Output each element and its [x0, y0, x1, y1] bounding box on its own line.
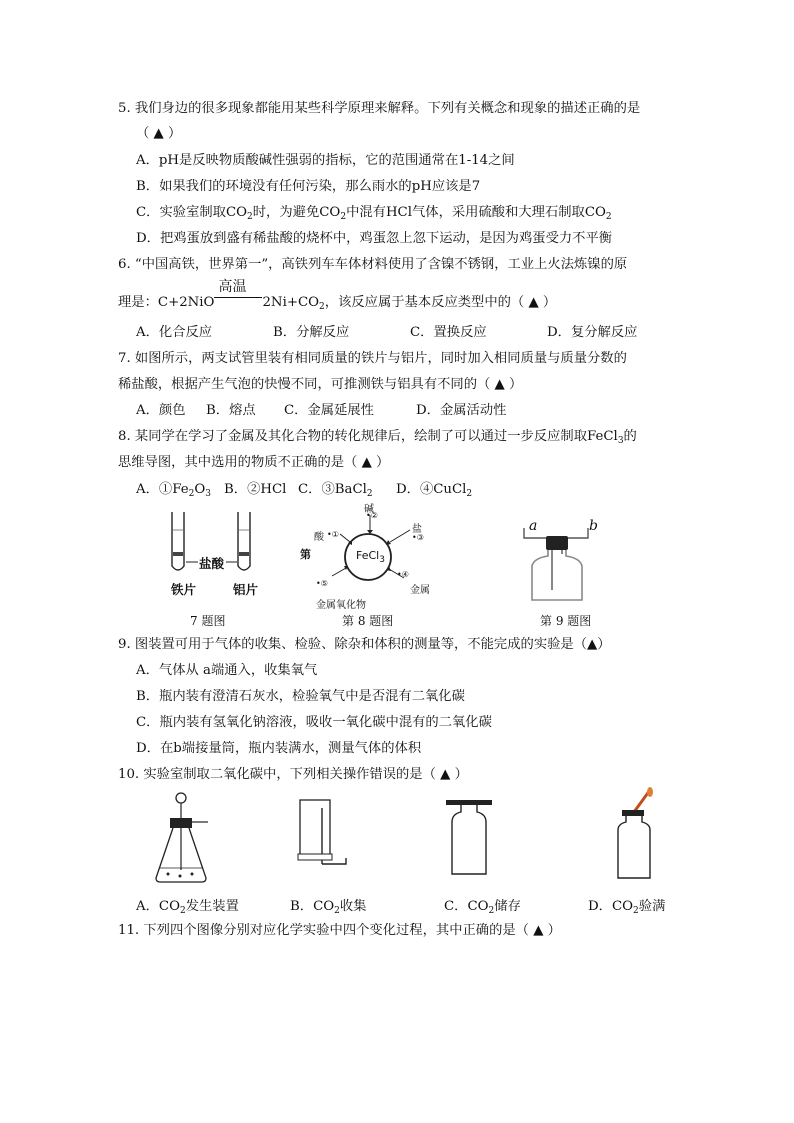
q9-option-c: C．瓶内装有氢氧化钠溶液，吸收一氧化碳中混有的二氧化碳	[136, 715, 492, 730]
q9-stem: 9. 图装置可用于气体的收集、检验、除杂和体积的测量等，不能完成的实验是（▲）	[118, 637, 611, 652]
fig7-label-acid: 盐酸	[199, 556, 225, 571]
fig8-metal-oxide: 金属氧化物	[316, 600, 366, 611]
fig9-caption: 第 9 题图	[540, 614, 592, 628]
q6-equation: 理是：C+2NiO 高温 $2Ni+CO_2$，该反应属于基本反应类型中的（ ▲ ）	[118, 279, 557, 312]
fig7-label-iron: 铁片	[171, 582, 197, 597]
fig8-num-5: •⑤	[316, 579, 328, 588]
q5-option-c: C．实验室制取$CO_2$时，为避免$CO_2$中混有HCl气体，采用硫酸和大理石制取$CO_2$	[136, 205, 612, 222]
q5-option-b: B．如果我们的环境没有任何污染，那么雨水的pH应该是7	[136, 179, 481, 194]
fig8-num-2: •②	[366, 511, 378, 520]
q10-figure-d-test-full	[612, 786, 662, 886]
fig8-center: FeCl$_3$	[356, 549, 385, 565]
fig9-port-a: a	[529, 518, 538, 534]
q9-option-d: D．在b端接量筒，瓶内装满水，测量气体的体积	[136, 741, 422, 756]
q8-stem: 8. 某同学在学习了金属及其化合物的转化规律后，绘制了可以通过一步反应制取FeCl$_3$的	[118, 429, 637, 446]
q7-options: A．颜色 B．熔点 C．金属延展性 D．金属活动性	[136, 403, 507, 418]
fig8-base: 碱	[364, 504, 374, 515]
q10-figure-c-storage	[444, 798, 494, 878]
fig8-salt: 盐	[412, 524, 422, 535]
fig7-label-aluminum: 铝片	[233, 582, 259, 597]
q5-blank: （ ▲ ）	[136, 126, 182, 141]
q8-stem-2: 思维导图，其中选用的物质不正确的是（ ▲ ）	[118, 455, 390, 470]
fig8-acid: 酸	[314, 532, 324, 543]
q5-option-a: A．pH是反映物质酸碱性强弱的指标，它的范围通常在1-14之间	[136, 153, 515, 168]
fig8-caption: 第 8 题图	[342, 614, 394, 628]
q6-stem: 6. “中国高铁，世界第一”，高铁列车车体材料使用了含镍不锈钢，工业上火法炼镍的原	[118, 257, 628, 272]
q7-stem: 7. 如图所示，两支试管里装有相同质量的铁片与铝片，同时加入相同质量与质量分数的	[118, 351, 627, 366]
q5-option-d: D．把鸡蛋放到盛有稀盐酸的烧杯中，鸡蛋忽上忽下运动，是因为鸡蛋受力不平衡	[136, 231, 613, 246]
fig8-num-3: •③	[412, 533, 424, 542]
fig8-di: 第	[300, 548, 311, 561]
q7-stem-2: 稀盐酸，根据产生气泡的快慢不同，可推测铁与铝具有不同的（ ▲ ）	[118, 377, 523, 392]
q9-option-a: A．气体从 a端通入，收集氧气	[136, 663, 318, 678]
q11-stem: 11. 下列四个图像分别对应化学实验中四个变化过程，其中正确的是（ ▲ ）	[118, 923, 561, 938]
q10-caption-d: D．$CO_2$验满	[588, 899, 666, 916]
q8-options: A．$①Fe_2O_3$ B．②HCl C．③BaCl$_2$ D．④CuCl$_2$	[136, 482, 473, 499]
reaction-arrow-line	[214, 297, 262, 298]
q10-figure-b-collection	[292, 798, 352, 878]
q5-stem: 5. 我们身边的很多现象都能用某些科学原理来解释。下列有关概念和现象的描述正确的是	[118, 101, 641, 116]
fig7-caption: 7 题图	[190, 614, 226, 628]
fig9-port-b: b	[589, 518, 598, 534]
q6-options: A．化合反应 B．分解反应 C．置换反应 D．复分解反应	[136, 325, 638, 340]
q10-caption-a: A．$CO_2$发生装置	[136, 899, 239, 916]
q10-figure-a-generator	[150, 790, 212, 890]
q10-caption-c: C．$CO_2$储存	[444, 899, 521, 916]
fig8-metal: 金属	[410, 585, 430, 596]
q10-caption-b: B．$CO_2$收集	[290, 899, 367, 916]
fig8-num-1: •①	[327, 530, 339, 539]
q10-stem: 10. 实验室制取二氧化碳中，下列相关操作错误的是（ ▲ ）	[118, 767, 468, 782]
fig8-num-4: •④	[397, 570, 409, 579]
reaction-condition: 高温	[218, 279, 247, 295]
q9-option-b: B．瓶内装有澄清石灰水，检验氧气中是否混有二氧化碳	[136, 689, 465, 704]
